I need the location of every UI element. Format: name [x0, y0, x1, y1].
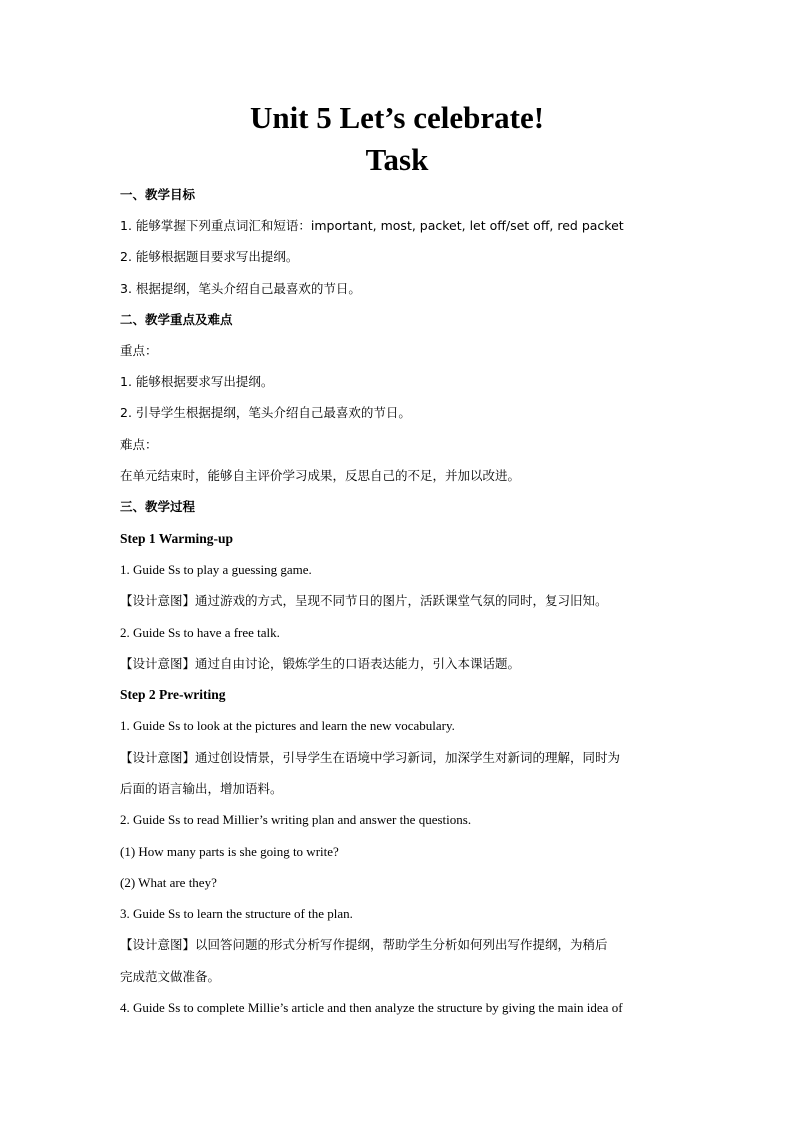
step-1-item-1: 1. Guide Ss to play a guessing game.	[120, 562, 312, 577]
unit-title: Unit 5 Let’s celebrate!	[249, 100, 545, 135]
key-points-label: 重点：	[120, 343, 158, 358]
step-2-item-1: 1. Guide Ss to look at the pictures and learn the new vocabulary.	[120, 718, 455, 733]
step-2-item-2: 2. Guide Ss to read Millier’s writing plan and answer the questions.	[120, 812, 472, 827]
step-1-item-2: 2. Guide Ss to have a free talk.	[120, 625, 280, 640]
design-intent-1: 【设计意图】通过游戏的方式，呈现不同节日的图片，活跃课堂气氛的同时，复习旧知。	[120, 593, 608, 608]
step-1-heading: Step 1 Warming-up	[120, 531, 234, 546]
key-point-1: 1. 能够根据要求写出提纲。	[120, 374, 274, 389]
design-intent-3-line-1: 【设计意图】通过创设情景，引导学生在语境中学习新词，加深学生对新词的理解，同时为	[120, 750, 621, 765]
section-heading-objectives: 一、教学目标	[120, 187, 196, 202]
key-point-2: 2. 引导学生根据提纲，笔头介绍自己最喜欢的节日。	[120, 405, 411, 420]
step-2-item-3: 3. Guide Ss to learn the structure of the plan.	[120, 906, 353, 921]
lesson-title: Task	[365, 142, 429, 177]
step-2-item-4: 4. Guide Ss to complete Millie’s article and then analyze the structure by giving the main idea of	[120, 1000, 623, 1015]
question-1: (1) How many parts is she going to write?	[120, 844, 339, 859]
design-intent-2: 【设计意图】通过自由讨论，锻炼学生的口语表达能力，引入本课话题。	[120, 656, 521, 671]
objective-3: 3. 根据提纲，笔头介绍自己最喜欢的节日。	[120, 281, 361, 296]
objective-2: 2. 能够根据题目要求写出提纲。	[120, 249, 299, 264]
section-heading-key-points: 二、教学重点及难点	[120, 312, 233, 327]
step-2-heading: Step 2 Pre-writing	[120, 687, 226, 702]
objective-1: 1. 能够掌握下列重点词汇和短语：important, most, packet, let off/set off, red packet	[120, 218, 624, 233]
design-intent-4-line-1: 【设计意图】以回答问题的形式分析写作提纲，帮助学生分析如何列出写作提纲，为稍后	[120, 937, 608, 952]
section-heading-process: 三、教学过程	[120, 499, 196, 514]
design-intent-4-line-2: 完成范文做准备。	[120, 969, 221, 984]
question-2: (2) What are they?	[120, 875, 217, 890]
design-intent-3-line-2: 后面的语言输出，增加语料。	[120, 781, 283, 796]
difficult-points-label: 难点：	[120, 437, 158, 452]
difficult-point-text: 在单元结束时，能够自主评价学习成果，反思自己的不足，并加以改进。	[120, 468, 521, 483]
